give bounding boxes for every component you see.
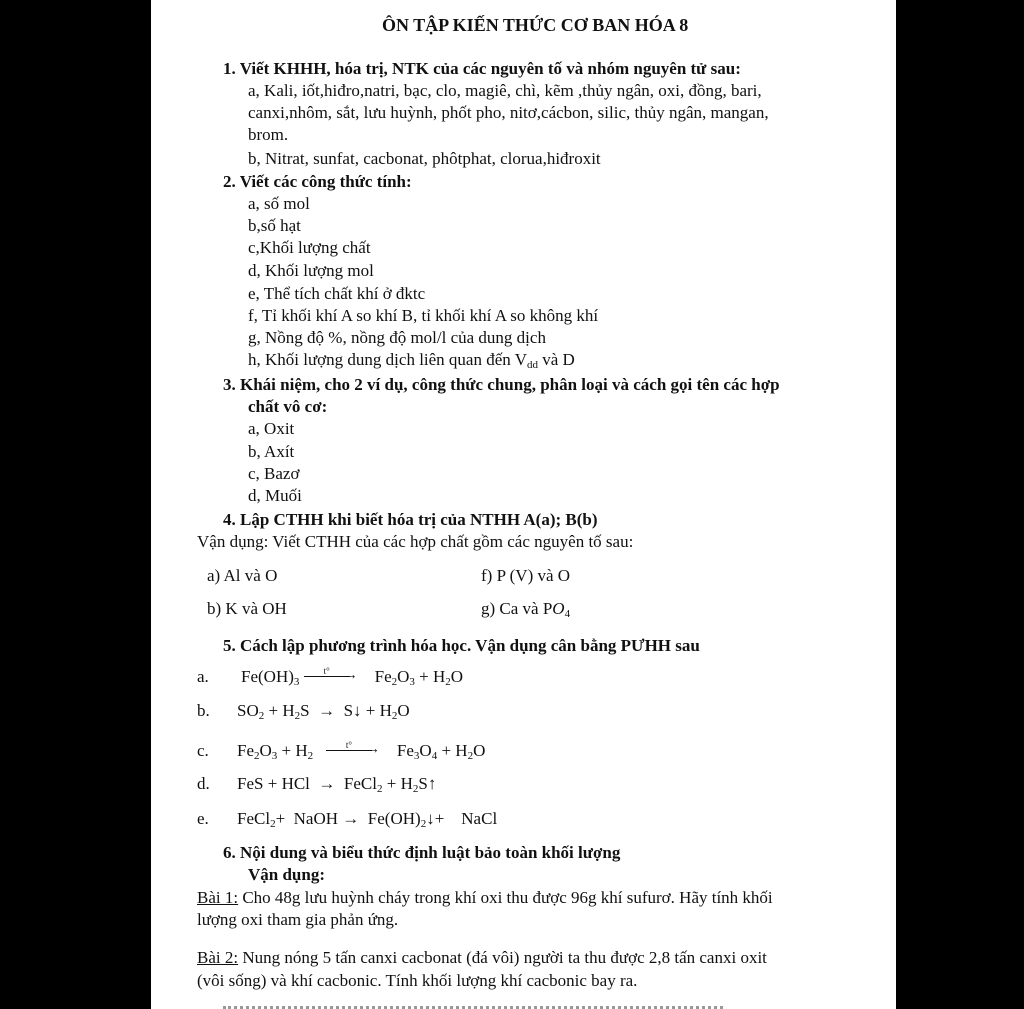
section-4-item-g: g) Ca và $PO_4$	[481, 599, 571, 620]
equation-a-label: a.	[197, 667, 209, 686]
section-4-heading: 4. Lập CTHH khi biết hóa trị của NTHH A(a); B(b)	[223, 510, 598, 529]
section-6-apply: Vận dụng:	[248, 865, 326, 884]
equation-d-label: d.	[197, 774, 210, 793]
equation-e: FeCl$_2$+ NaOH → $Fe(OH)_2↓+$ NaCl	[237, 809, 498, 830]
equation-d: FeS + HCl → FeCl$_2$ + $H_2S↑$	[237, 774, 437, 795]
page-title: ÔN TẬP KIẾN THỨC CƠ BAN HÓA 8	[382, 15, 689, 35]
equation-c-label: c.	[197, 741, 209, 760]
document-page	[151, 0, 896, 1009]
section-3-heading-line2: chất vô cơ:	[248, 397, 328, 416]
section-2-item-f: f, Tỉ khối khí A so khí B, tỉ khối khí A so không khí	[248, 306, 599, 325]
exercise-2-line2: (vôi sống) và khí cacbonic. Tính khối lượng khí cacbonic bay ra.	[197, 971, 638, 990]
section-5-heading: 5. Cách lập phương trình hóa học. Vận dụng cân bằng PƯHH sau	[223, 636, 700, 655]
equation-b-label: b.	[197, 701, 210, 720]
section-2-item-d: d, Khối lượng mol	[248, 261, 374, 280]
section-3-item-c: c, Bazơ	[248, 464, 300, 483]
section-2-item-e: e, Thể tích chất khí ở đktc	[248, 284, 426, 303]
heat-arrow: t° →	[326, 742, 380, 758]
exercise-2-line1: Bài 2: Nung nóng 5 tấn canxi cacbonat (đá vôi) người ta thu được 2,8 tấn canxi oxit	[197, 948, 767, 967]
section-3-item-d: d, Muối	[248, 486, 302, 505]
section-3-item-b: b, Axít	[248, 442, 295, 461]
section-3-heading-line1: 3. Khái niệm, cho 2 ví dụ, công thức chung, phân loại và cách gọi tên các hợp	[223, 375, 780, 394]
exercise-1-line1: Bài 1: Cho 48g lưu huỳnh cháy trong khí oxi thu được 96g khí sufurơ. Hãy tính khối	[197, 888, 773, 907]
section-2-item-g: g, Nồng độ %, nồng độ mol/l của dung dịch	[248, 328, 546, 347]
heat-arrow: t° →	[304, 668, 358, 684]
section-6-heading: 6. Nội dung và biểu thức định luật bảo toàn khối lượng	[223, 843, 621, 862]
equation-c: $Fe_2O_3 + H_2$ t° → $Fe_3O_4 + H_2O$	[237, 740, 486, 762]
section-3-item-a: a, Oxit	[248, 419, 295, 438]
section-1-a-line1: a, Kali, iốt,hiđro,natri, bạc, clo, magiê, chì, kẽm ,thủy ngân, oxi, đồng, bari,	[248, 81, 762, 100]
section-1-a-line3: brom.	[248, 125, 289, 144]
section-2-item-c: c,Khối lượng chất	[248, 238, 371, 257]
section-4-item-f: f) P (V) và O	[481, 566, 571, 585]
equation-e-label: e.	[197, 809, 209, 828]
section-2-heading: 2. Viết các công thức tính:	[223, 172, 412, 191]
exercise-1-line2: lượng oxi tham gia phản ứng.	[197, 910, 399, 929]
section-2-item-h: h, Khối lượng dung dịch liên quan đến $V_{dd}$ và D	[248, 350, 575, 371]
section-2-item-a: a, số mol	[248, 194, 310, 213]
cutoff-text-fragment	[223, 1003, 723, 1009]
equation-a: $Fe(OH)_3$ t° → $Fe_2O_3 + H_2O$	[241, 666, 464, 688]
section-1-heading: 1. Viết KHHH, hóa trị, NTK của các nguyên tố và nhóm nguyên tử sau:	[223, 59, 741, 78]
section-4-item-b: b) K và OH	[207, 599, 287, 618]
section-4-item-a: a) Al và O	[207, 566, 278, 585]
equation-b: $SO_2 + H_2S$ → S↓ + $H_2O$	[237, 701, 410, 722]
section-1-b: b, Nitrat, sunfat, cacbonat, phôtphat, clorua,hiđroxit	[248, 149, 601, 168]
section-4-apply: Vận dụng: Viết CTHH của các hợp chất gồm các nguyên tố sau:	[197, 532, 634, 551]
section-2-item-b: b,số hạt	[248, 216, 301, 235]
section-1-a-line2: canxi,nhôm, sắt, lưu huỳnh, phốt pho, nitơ,cácbon, silic, thủy ngân, mangan,	[248, 103, 769, 122]
